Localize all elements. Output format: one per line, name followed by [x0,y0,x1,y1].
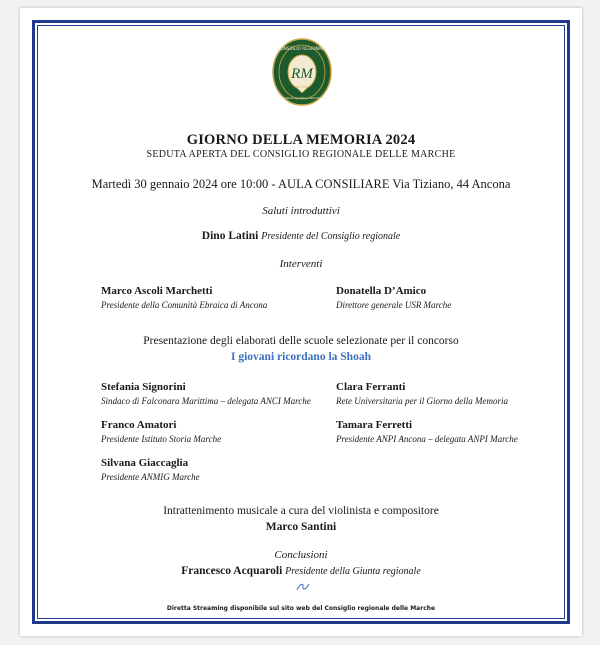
speaker-amatori [101,419,221,444]
conclusioni-speaker-role: Presidente della Giunta regionale [285,566,421,577]
speaker-ascoli-marchetti [101,285,267,310]
speaker-ferranti [336,381,508,406]
svg-text:RM: RM [291,66,313,82]
event-subtitle: SEDUTA APERTA DEL CONSIGLIO REGIONALE DELLE MARCHE [146,149,456,160]
speaker-role: Rete Universitaria per il Giorno della Memoria [336,396,508,406]
speaker-damico [336,285,451,310]
interventi-heading: Interventi [279,258,323,270]
conclusioni-heading: Conclusioni [274,549,328,561]
speaker-name: Stefania Signorini [101,381,186,393]
svg-text:CONSIGLIO REGIONALE: CONSIGLIO REGIONALE [277,46,327,51]
speaker-role: Presidente ANMIG Marche [101,472,200,482]
presentazione-text: Presentazione degli elaborati delle scuole selezionate per il concorso [143,335,459,347]
contest-title: I giovani ricordano la Shoah [231,351,371,363]
speaker-role: Direttore generale USR Marche [336,300,452,310]
speaker-name: Silvana Giaccaglia [101,457,189,469]
invitation-page [20,8,582,636]
speaker-name: Franco Amatori [101,419,177,431]
date-venue: Martedì 30 gennaio 2024 ore 10:00 - AULA CONSILIARE Via Tiziano, 44 Ancona [91,177,511,191]
speaker-role: Sindaco di Falconara Marittima – delegata ANCI Marche [101,396,311,406]
saluti-speaker-name: Dino Latini [201,230,259,242]
streaming-note: Diretta Streaming disponibile sul sito web del Consiglio regionale delle Marche [166,605,436,612]
speaker-role: Presidente ANPI Ancona – delegata ANPI Marche [336,434,518,444]
svg-text:Assemblea legislativa delle Ma: Assemblea legislativa delle Marche [277,96,327,100]
speaker-name: Tamara Ferretti [336,419,413,431]
musician-name: Marco Santini [265,521,337,533]
invitation-content [20,8,582,636]
speaker-name: Clara Ferranti [336,381,406,393]
saluti-heading: Saluti introduttivi [262,205,340,217]
speaker-ferretti [336,419,518,444]
speaker-name: Marco Ascoli Marchetti [101,285,213,297]
speaker-giaccaglia [101,457,200,482]
music-text: Intrattenimento musicale a cura del violinista e compositore [163,505,439,517]
saluti-speaker-role: Presidente del Consiglio regionale [261,231,401,242]
conclusioni-speaker [40,565,562,577]
speaker-role: Presidente Istituto Storia Marche [101,434,222,444]
flourish-ornament-icon [296,582,310,592]
saluti-speaker [40,230,562,242]
speaker-role: Presidente della Comunità Ebraica di Ancona [101,300,268,310]
speaker-name: Donatella D’Amico [336,285,427,297]
speaker-signorini [101,381,311,406]
event-title: GIORNO DELLA MEMORIA 2024 [186,132,416,148]
conclusioni-speaker-name: Francesco Acquaroli [181,565,283,577]
regional-council-seal-logo [272,38,332,106]
